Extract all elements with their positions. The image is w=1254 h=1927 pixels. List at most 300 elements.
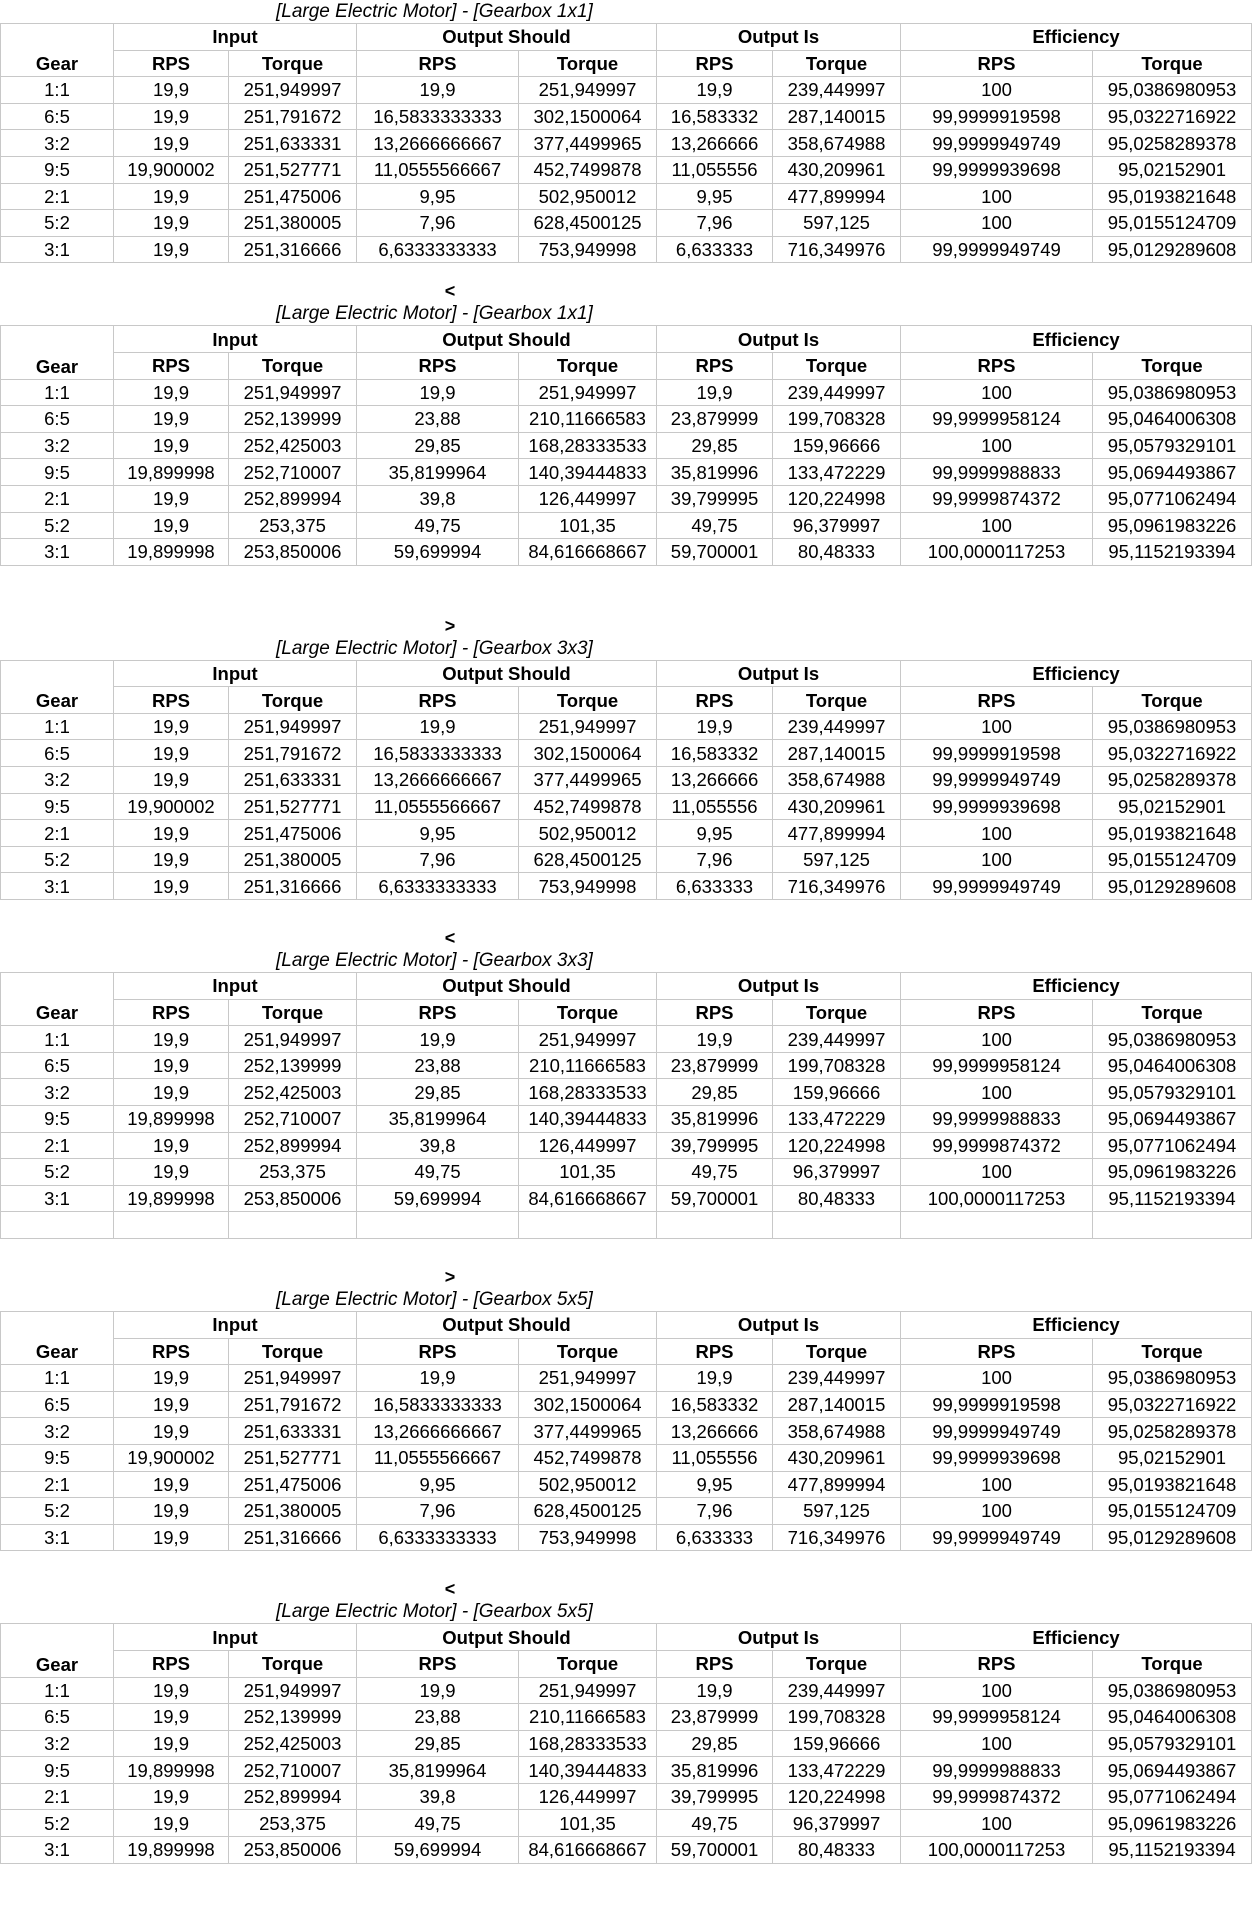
sub-header-rps: RPS — [357, 50, 519, 77]
cell-output-is-torque: 597,125 — [773, 1498, 901, 1525]
cell-output-is-torque: 430,209961 — [773, 793, 901, 820]
cell-output-is-rps: 16,583332 — [657, 1391, 773, 1418]
cell-gear: 1:1 — [1, 713, 114, 740]
cell-output-is-rps: 7,96 — [657, 1498, 773, 1525]
cell-efficiency-rps: 99,9999949749 — [901, 1524, 1093, 1551]
sub-header-torque: Torque — [1093, 352, 1252, 379]
cell-input-torque: 251,527771 — [229, 793, 357, 820]
cell-gear: 9:5 — [1, 459, 114, 486]
cell-input-rps: 19,9 — [114, 767, 229, 794]
cell-efficiency-torque: 95,0258289378 — [1093, 767, 1252, 794]
sub-header-torque: Torque — [773, 999, 901, 1026]
cell-output-is-rps: 23,879999 — [657, 1704, 773, 1731]
cell-input-rps: 19,9 — [114, 873, 229, 900]
cell-input-torque: 252,899994 — [229, 1783, 357, 1810]
cell-gear: 3:2 — [1, 1418, 114, 1445]
cell-input-torque: 252,710007 — [229, 1106, 357, 1133]
sub-header-row — [1, 999, 1252, 1026]
cell-efficiency-torque: 95,0386980953 — [1093, 1365, 1252, 1392]
cell-gear: 3:1 — [1, 1837, 114, 1864]
empty-cell — [773, 1212, 901, 1239]
cell-efficiency-torque: 95,0464006308 — [1093, 1052, 1252, 1079]
cell-efficiency-rps: 100 — [901, 1810, 1093, 1837]
cell-gear: 3:1 — [1, 873, 114, 900]
gear-header: Gear — [1, 326, 114, 379]
cell-gear: 6:5 — [1, 1052, 114, 1079]
cell-output-is-torque: 96,379997 — [773, 1159, 901, 1186]
cell-output-is-torque: 239,449997 — [773, 1677, 901, 1704]
cell-output-should-torque: 377,4499965 — [519, 130, 657, 157]
group-header-efficiency: Efficiency — [901, 24, 1252, 51]
cell-output-is-torque: 120,224998 — [773, 1783, 901, 1810]
cell-efficiency-torque: 95,0322716922 — [1093, 1391, 1252, 1418]
comparison-marker: < — [444, 928, 456, 949]
cell-output-should-rps: 7,96 — [357, 846, 519, 873]
cell-output-should-torque: 251,949997 — [519, 713, 657, 740]
cell-input-rps: 19,9 — [114, 1783, 229, 1810]
cell-output-is-torque: 597,125 — [773, 846, 901, 873]
cell-output-should-torque: 210,11666583 — [519, 1704, 657, 1731]
sub-header-torque: Torque — [773, 1650, 901, 1677]
cell-output-is-rps: 23,879999 — [657, 406, 773, 433]
table-row — [1, 1026, 1252, 1053]
group-header-output-should: Output Should — [357, 326, 657, 353]
cell-output-is-rps: 19,9 — [657, 1677, 773, 1704]
cell-output-is-torque: 287,140015 — [773, 1391, 901, 1418]
cell-efficiency-rps: 100,0000117253 — [901, 539, 1093, 566]
cell-output-is-rps: 39,799995 — [657, 485, 773, 512]
group-header-output-is: Output Is — [657, 24, 901, 51]
cell-efficiency-rps: 99,9999874372 — [901, 1132, 1093, 1159]
cell-gear: 1:1 — [1, 1677, 114, 1704]
cell-efficiency-torque: 95,0579329101 — [1093, 1079, 1252, 1106]
comparison-marker: < — [444, 1579, 456, 1600]
cell-input-torque: 252,710007 — [229, 459, 357, 486]
cell-efficiency-rps: 99,9999949749 — [901, 130, 1093, 157]
sub-header-rps: RPS — [357, 1338, 519, 1365]
cell-efficiency-rps: 99,9999919598 — [901, 103, 1093, 130]
sub-header-torque: Torque — [519, 50, 657, 77]
cell-output-should-rps: 19,9 — [357, 1677, 519, 1704]
sub-header-rps: RPS — [357, 999, 519, 1026]
cell-efficiency-rps: 100 — [901, 1079, 1093, 1106]
cell-output-should-torque: 84,616668667 — [519, 1185, 657, 1212]
table-row — [1, 103, 1252, 130]
cell-gear: 9:5 — [1, 793, 114, 820]
cell-output-is-torque: 477,899994 — [773, 820, 901, 847]
table-row — [1, 713, 1252, 740]
cell-output-should-torque: 140,39444833 — [519, 459, 657, 486]
cell-efficiency-torque: 95,0129289608 — [1093, 873, 1252, 900]
cell-gear: 2:1 — [1, 485, 114, 512]
group-header-output-is: Output Is — [657, 660, 901, 687]
cell-input-rps: 19,9 — [114, 1810, 229, 1837]
cell-output-should-torque: 126,449997 — [519, 1132, 657, 1159]
cell-output-should-rps: 13,2666666667 — [357, 130, 519, 157]
cell-gear: 3:2 — [1, 767, 114, 794]
cell-input-rps: 19,9 — [114, 130, 229, 157]
cell-output-is-rps: 23,879999 — [657, 1052, 773, 1079]
cell-efficiency-rps: 100 — [901, 846, 1093, 873]
cell-efficiency-rps: 100 — [901, 432, 1093, 459]
cell-input-torque: 251,633331 — [229, 130, 357, 157]
cell-gear: 2:1 — [1, 1783, 114, 1810]
cell-output-should-torque: 101,35 — [519, 1810, 657, 1837]
cell-input-rps: 19,9 — [114, 183, 229, 210]
sub-header-torque: Torque — [519, 687, 657, 714]
cell-efficiency-rps: 99,9999988833 — [901, 1757, 1093, 1784]
cell-efficiency-rps: 99,9999958124 — [901, 1704, 1093, 1731]
cell-output-should-rps: 35,8199964 — [357, 1757, 519, 1784]
cell-output-is-torque: 80,48333 — [773, 1185, 901, 1212]
sub-header-rps: RPS — [114, 50, 229, 77]
table-title: [Large Electric Motor] - [Gearbox 5x5] — [276, 1288, 593, 1310]
cell-output-should-rps: 6,6333333333 — [357, 236, 519, 263]
cell-input-rps: 19,9 — [114, 1677, 229, 1704]
comparison-marker: < — [444, 281, 456, 302]
cell-efficiency-torque: 95,0129289608 — [1093, 1524, 1252, 1551]
empty-cell — [519, 1212, 657, 1239]
cell-gear: 5:2 — [1, 512, 114, 539]
cell-output-is-torque: 358,674988 — [773, 130, 901, 157]
cell-efficiency-torque: 95,1152193394 — [1093, 1185, 1252, 1212]
cell-efficiency-torque: 95,0193821648 — [1093, 1471, 1252, 1498]
cell-output-is-torque: 133,472229 — [773, 1757, 901, 1784]
cell-efficiency-torque: 95,0771062494 — [1093, 1783, 1252, 1810]
cell-input-torque: 251,949997 — [229, 379, 357, 406]
cell-output-is-torque: 430,209961 — [773, 1444, 901, 1471]
table-row — [1, 873, 1252, 900]
cell-output-should-torque: 302,1500064 — [519, 103, 657, 130]
sub-header-torque: Torque — [229, 687, 357, 714]
cell-output-should-rps: 7,96 — [357, 1498, 519, 1525]
cell-output-is-rps: 59,700001 — [657, 539, 773, 566]
table-row — [1, 1185, 1252, 1212]
cell-input-torque: 251,475006 — [229, 1471, 357, 1498]
cell-efficiency-rps: 99,9999939698 — [901, 1444, 1093, 1471]
cell-gear: 9:5 — [1, 1757, 114, 1784]
cell-efficiency-rps: 100 — [901, 1159, 1093, 1186]
sub-header-torque: Torque — [229, 352, 357, 379]
sub-header-torque: Torque — [229, 999, 357, 1026]
sub-header-rps: RPS — [657, 687, 773, 714]
cell-output-should-torque: 210,11666583 — [519, 1052, 657, 1079]
sub-header-torque: Torque — [1093, 50, 1252, 77]
cell-efficiency-torque: 95,0193821648 — [1093, 820, 1252, 847]
cell-gear: 6:5 — [1, 1704, 114, 1731]
cell-gear: 5:2 — [1, 1159, 114, 1186]
cell-output-is-torque: 199,708328 — [773, 1052, 901, 1079]
cell-input-rps: 19,900002 — [114, 156, 229, 183]
group-header-row — [1, 24, 1252, 51]
cell-output-is-rps: 11,055556 — [657, 156, 773, 183]
cell-output-should-torque: 251,949997 — [519, 1677, 657, 1704]
cell-efficiency-torque: 95,0193821648 — [1093, 183, 1252, 210]
group-header-row — [1, 1624, 1252, 1651]
sub-header-torque: Torque — [1093, 687, 1252, 714]
cell-output-is-torque: 287,140015 — [773, 103, 901, 130]
table-row — [1, 485, 1252, 512]
cell-input-torque: 251,633331 — [229, 1418, 357, 1445]
sub-header-rps: RPS — [114, 687, 229, 714]
table-row — [1, 1052, 1252, 1079]
cell-output-should-torque: 168,28333533 — [519, 1079, 657, 1106]
table-row — [1, 1524, 1252, 1551]
cell-output-is-rps: 6,633333 — [657, 873, 773, 900]
gear-header: Gear — [1, 660, 114, 713]
cell-input-torque: 251,316666 — [229, 1524, 357, 1551]
cell-output-is-rps: 11,055556 — [657, 1444, 773, 1471]
cell-output-should-torque: 84,616668667 — [519, 539, 657, 566]
sub-header-row — [1, 1338, 1252, 1365]
cell-efficiency-rps: 99,9999874372 — [901, 1783, 1093, 1810]
cell-gear: 3:1 — [1, 539, 114, 566]
cell-output-should-rps: 29,85 — [357, 1730, 519, 1757]
cell-output-should-torque: 502,950012 — [519, 1471, 657, 1498]
sub-header-torque: Torque — [773, 352, 901, 379]
table-row — [1, 1704, 1252, 1731]
cell-efficiency-torque: 95,0258289378 — [1093, 1418, 1252, 1445]
group-header-row — [1, 326, 1252, 353]
cell-efficiency-rps: 100 — [901, 1498, 1093, 1525]
cell-gear: 6:5 — [1, 406, 114, 433]
cell-input-torque: 252,425003 — [229, 1730, 357, 1757]
cell-output-is-rps: 13,266666 — [657, 130, 773, 157]
sub-header-torque: Torque — [1093, 1650, 1252, 1677]
cell-efficiency-rps: 100 — [901, 1730, 1093, 1757]
cell-output-is-torque: 239,449997 — [773, 379, 901, 406]
cell-input-torque: 251,633331 — [229, 767, 357, 794]
cell-output-should-torque: 452,7499878 — [519, 793, 657, 820]
cell-efficiency-torque: 95,0961983226 — [1093, 512, 1252, 539]
cell-efficiency-rps: 100 — [901, 820, 1093, 847]
cell-output-should-rps: 49,75 — [357, 512, 519, 539]
cell-input-rps: 19,899998 — [114, 539, 229, 566]
cell-gear: 9:5 — [1, 1106, 114, 1133]
table-row — [1, 1810, 1252, 1837]
cell-output-should-torque: 452,7499878 — [519, 1444, 657, 1471]
cell-output-is-torque: 80,48333 — [773, 539, 901, 566]
cell-output-should-torque: 628,4500125 — [519, 1498, 657, 1525]
results-table — [0, 1623, 1252, 1863]
empty-cell — [114, 1212, 229, 1239]
cell-output-is-torque: 239,449997 — [773, 77, 901, 104]
cell-output-is-rps: 59,700001 — [657, 1185, 773, 1212]
cell-efficiency-rps: 100 — [901, 183, 1093, 210]
cell-input-torque: 251,949997 — [229, 713, 357, 740]
cell-input-torque: 251,791672 — [229, 1391, 357, 1418]
cell-output-is-torque: 133,472229 — [773, 459, 901, 486]
group-header-efficiency: Efficiency — [901, 660, 1252, 687]
cell-output-should-torque: 140,39444833 — [519, 1757, 657, 1784]
cell-input-torque: 251,380005 — [229, 846, 357, 873]
cell-output-should-rps: 59,699994 — [357, 539, 519, 566]
table-row — [1, 1365, 1252, 1392]
cell-output-should-torque: 84,616668667 — [519, 1837, 657, 1864]
cell-input-rps: 19,9 — [114, 1132, 229, 1159]
cell-output-is-torque: 133,472229 — [773, 1106, 901, 1133]
table-title: [Large Electric Motor] - [Gearbox 1x1] — [276, 1, 593, 22]
cell-input-rps: 19,9 — [114, 1704, 229, 1731]
cell-gear: 1:1 — [1, 1026, 114, 1053]
table-row — [1, 767, 1252, 794]
table-row — [1, 77, 1252, 104]
cell-input-rps: 19,900002 — [114, 1444, 229, 1471]
cell-efficiency-rps: 99,9999919598 — [901, 740, 1093, 767]
sub-header-rps: RPS — [901, 50, 1093, 77]
cell-output-is-torque: 199,708328 — [773, 1704, 901, 1731]
gear-header: Gear — [1, 973, 114, 1026]
cell-gear: 3:1 — [1, 1185, 114, 1212]
cell-output-is-torque: 716,349976 — [773, 1524, 901, 1551]
cell-output-should-torque: 502,950012 — [519, 183, 657, 210]
cell-output-is-torque: 477,899994 — [773, 1471, 901, 1498]
table-row — [1, 1391, 1252, 1418]
cell-output-is-rps: 9,95 — [657, 1471, 773, 1498]
cell-output-should-rps: 59,699994 — [357, 1837, 519, 1864]
sub-header-rps: RPS — [114, 999, 229, 1026]
cell-output-should-rps: 11,0555566667 — [357, 793, 519, 820]
cell-input-rps: 19,9 — [114, 1471, 229, 1498]
sub-header-torque: Torque — [1093, 1338, 1252, 1365]
cell-efficiency-rps: 100 — [901, 512, 1093, 539]
cell-output-is-rps: 19,9 — [657, 713, 773, 740]
cell-output-is-rps: 35,819996 — [657, 1106, 773, 1133]
cell-input-torque: 252,425003 — [229, 432, 357, 459]
group-header-output-should: Output Should — [357, 24, 657, 51]
gear-header: Gear — [1, 1624, 114, 1677]
results-table — [0, 660, 1252, 900]
cell-output-should-rps: 7,96 — [357, 210, 519, 237]
cell-output-is-rps: 49,75 — [657, 512, 773, 539]
table-row — [1, 156, 1252, 183]
cell-output-should-rps: 9,95 — [357, 1471, 519, 1498]
cell-output-is-rps: 59,700001 — [657, 1837, 773, 1864]
cell-gear: 3:2 — [1, 130, 114, 157]
sub-header-torque: Torque — [773, 687, 901, 714]
cell-efficiency-rps: 100 — [901, 1365, 1093, 1392]
results-table — [0, 325, 1252, 565]
sub-header-rps: RPS — [357, 687, 519, 714]
cell-output-should-torque: 377,4499965 — [519, 767, 657, 794]
cell-input-torque: 251,949997 — [229, 1677, 357, 1704]
empty-row — [1, 1212, 1252, 1239]
cell-input-rps: 19,9 — [114, 379, 229, 406]
group-header-output-should: Output Should — [357, 1624, 657, 1651]
cell-efficiency-rps: 100 — [901, 1471, 1093, 1498]
cell-gear: 3:1 — [1, 236, 114, 263]
group-header-row — [1, 973, 1252, 1000]
cell-output-should-torque: 302,1500064 — [519, 1391, 657, 1418]
cell-input-torque: 253,850006 — [229, 1185, 357, 1212]
cell-efficiency-rps: 99,9999949749 — [901, 873, 1093, 900]
cell-efficiency-torque: 95,0322716922 — [1093, 103, 1252, 130]
cell-input-torque: 253,850006 — [229, 539, 357, 566]
cell-gear: 9:5 — [1, 156, 114, 183]
cell-efficiency-torque: 95,0961983226 — [1093, 1159, 1252, 1186]
cell-output-should-rps: 11,0555566667 — [357, 156, 519, 183]
cell-input-rps: 19,9 — [114, 485, 229, 512]
table-row — [1, 1498, 1252, 1525]
results-table — [0, 1311, 1252, 1551]
cell-input-rps: 19,9 — [114, 1052, 229, 1079]
cell-output-should-rps: 19,9 — [357, 77, 519, 104]
table-row — [1, 1106, 1252, 1133]
cell-output-is-torque: 159,96666 — [773, 1730, 901, 1757]
cell-input-rps: 19,9 — [114, 740, 229, 767]
cell-efficiency-rps: 99,9999988833 — [901, 459, 1093, 486]
sub-header-torque: Torque — [773, 50, 901, 77]
cell-output-should-rps: 19,9 — [357, 1365, 519, 1392]
sub-header-rps: RPS — [901, 352, 1093, 379]
group-header-efficiency: Efficiency — [901, 973, 1252, 1000]
cell-gear: 2:1 — [1, 183, 114, 210]
cell-output-is-rps: 16,583332 — [657, 103, 773, 130]
cell-input-rps: 19,9 — [114, 1026, 229, 1053]
cell-gear: 2:1 — [1, 820, 114, 847]
cell-efficiency-torque: 95,0771062494 — [1093, 485, 1252, 512]
cell-input-torque: 253,375 — [229, 1810, 357, 1837]
table-title: [Large Electric Motor] - [Gearbox 3x3] — [276, 637, 593, 659]
table-row — [1, 846, 1252, 873]
group-header-input: Input — [114, 973, 357, 1000]
cell-gear: 5:2 — [1, 846, 114, 873]
group-header-row — [1, 1311, 1252, 1338]
cell-input-torque: 253,850006 — [229, 1837, 357, 1864]
cell-output-should-rps: 9,95 — [357, 183, 519, 210]
table-row — [1, 1837, 1252, 1864]
sub-header-rps: RPS — [657, 1338, 773, 1365]
cell-output-should-rps: 35,8199964 — [357, 1106, 519, 1133]
cell-output-should-torque: 753,949998 — [519, 873, 657, 900]
cell-gear: 6:5 — [1, 103, 114, 130]
cell-input-rps: 19,9 — [114, 820, 229, 847]
cell-output-should-rps: 59,699994 — [357, 1185, 519, 1212]
cell-output-is-rps: 29,85 — [657, 1730, 773, 1757]
cell-gear: 6:5 — [1, 1391, 114, 1418]
cell-output-should-torque: 140,39444833 — [519, 1106, 657, 1133]
cell-output-is-rps: 39,799995 — [657, 1783, 773, 1810]
cell-efficiency-torque: 95,0386980953 — [1093, 77, 1252, 104]
cell-efficiency-rps: 99,9999949749 — [901, 236, 1093, 263]
cell-output-should-rps: 23,88 — [357, 1052, 519, 1079]
group-header-row — [1, 660, 1252, 687]
cell-efficiency-torque: 95,0386980953 — [1093, 379, 1252, 406]
sub-header-row — [1, 352, 1252, 379]
table-title: [Large Electric Motor] - [Gearbox 5x5] — [276, 1601, 593, 1623]
cell-output-should-rps: 23,88 — [357, 1704, 519, 1731]
cell-output-is-torque: 477,899994 — [773, 183, 901, 210]
empty-cell — [1093, 1212, 1252, 1239]
table-row — [1, 1418, 1252, 1445]
cell-gear: 1:1 — [1, 1365, 114, 1392]
cell-output-should-torque: 452,7499878 — [519, 156, 657, 183]
cell-input-torque: 251,475006 — [229, 820, 357, 847]
cell-input-torque: 252,710007 — [229, 1757, 357, 1784]
cell-gear: 3:1 — [1, 1524, 114, 1551]
sub-header-rps: RPS — [357, 1650, 519, 1677]
group-header-output-is: Output Is — [657, 1624, 901, 1651]
cell-efficiency-rps: 100,0000117253 — [901, 1185, 1093, 1212]
group-header-output-is: Output Is — [657, 1311, 901, 1338]
sub-header-rps: RPS — [901, 1338, 1093, 1365]
cell-input-torque: 253,375 — [229, 1159, 357, 1186]
cell-input-rps: 19,9 — [114, 210, 229, 237]
cell-output-is-rps: 29,85 — [657, 432, 773, 459]
cell-output-is-torque: 430,209961 — [773, 156, 901, 183]
cell-input-torque: 253,375 — [229, 512, 357, 539]
cell-output-should-rps: 6,6333333333 — [357, 873, 519, 900]
